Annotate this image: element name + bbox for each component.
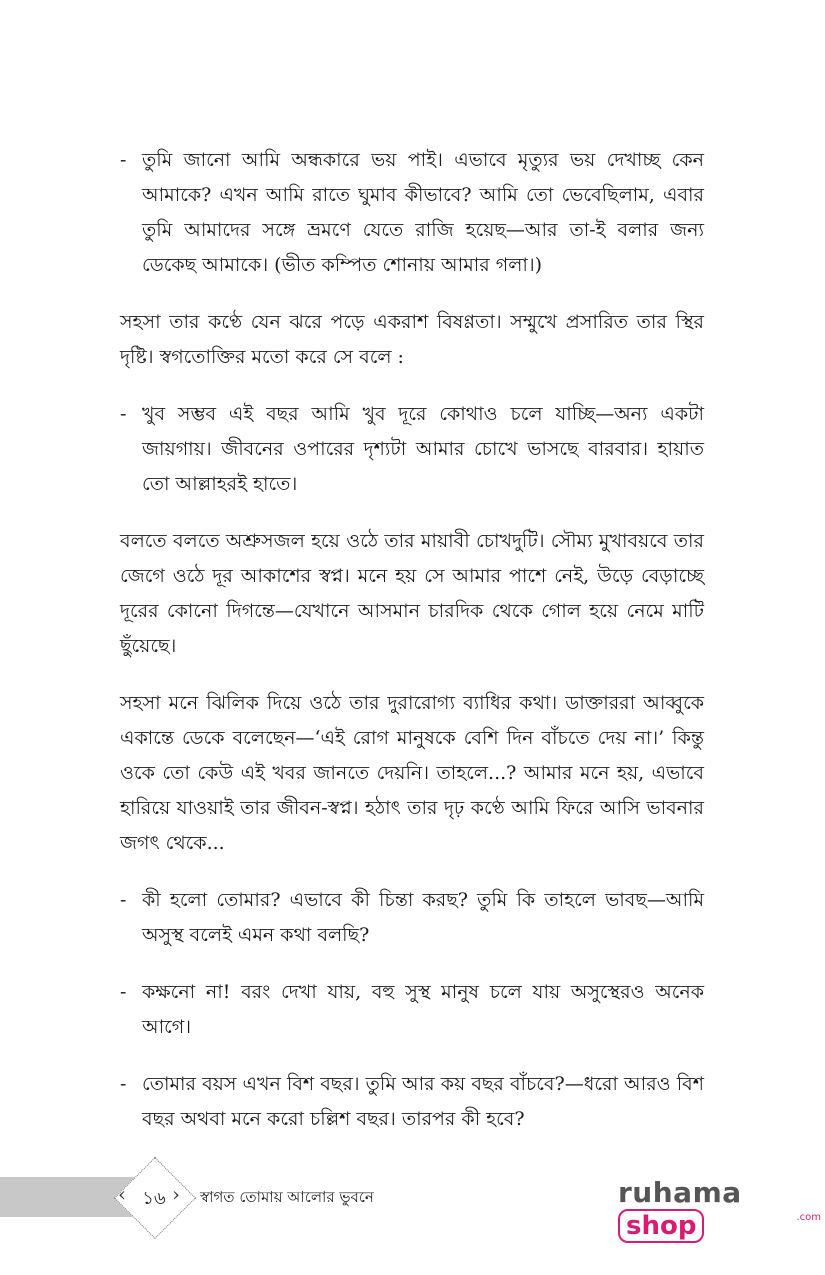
dialog-text: তুমি জানো আমি অন্ধকারে ভয় পাই। এভাবে মৃত্যুর ভয় দেখাচ্ছ কেন আমাকে? এখন আমি রাতে ঘুমাব কীভাবে? আমি তো ভেবেছিলাম, এবার তুমি আমাদের সঙ্গে ভ্রমণে যেতে রাজি হয়েছ—আর তা-ই বলার জন্য ডেকেছ আমাকে। (ভীত কম্পিত শোনায় আমার গলা।) [142, 149, 704, 276]
chevron-right-icon: › [172, 1182, 180, 1206]
page-number: ১৬ [142, 1188, 166, 1209]
brand-domain: .com [796, 1212, 821, 1223]
dialog-line-5 [120, 1067, 704, 1137]
brand-name: ruhama [618, 1176, 742, 1209]
dialog-text: খুব সম্ভব এই বছর আমি খুব দূরে কোথাও চলে যাচ্ছি—অন্য একটা জায়গায়। জীবনের ওপারের দৃশ্যটা আমার চোখে ভাসছে বারবার। হায়াত তো আল্লাহরই হাতে। [142, 403, 704, 495]
dialog-dash: - [120, 1073, 127, 1095]
running-book-title: স্বাগত তোমায় আলোর ভুবনে [200, 1188, 374, 1206]
dialog-dash: - [120, 403, 127, 425]
dialog-dash: - [120, 889, 127, 911]
dialog-dash: - [120, 981, 127, 1003]
chevron-left-icon: ‹ [118, 1182, 126, 1206]
dialog-dash: - [120, 149, 127, 171]
narrative-paragraph-1: সহসা তার কণ্ঠে যেন ঝরে পড়ে একরাশ বিষণ্ণতা। সম্মুখে প্রসারিত তার স্থির দৃষ্টি। স্বগতোক্তির মতো করে সে বলে : [120, 311, 704, 368]
dialog-line-2 [120, 397, 704, 502]
dialog-text: কক্ষনো না! বরং দেখা যায়, বহু সুস্থ মানুষ চলে যায় অসুস্থেরও অনেক আগে। [142, 981, 704, 1038]
ruhamashop-logo [618, 1176, 825, 1241]
brand-shop-badge: shop [618, 1209, 704, 1243]
narrative-paragraph-2: বলতে বলতে অশ্রুসজল হয়ে ওঠে তার মায়াবী চোখদুটি। সৌম্য মুখাবয়বে তার জেগে ওঠে দূর আকাশের স্বপ্ন। মনে হয় সে আমার পাশে নেই, উড়ে বেড়াচ্ছে দূরের কোনো দিগন্তে—যেখানে আসমান চারদিক থেকে গোল হয়ে নেমে মাটি ছুঁয়েছে। [120, 530, 704, 657]
dialog-line-4 [120, 975, 704, 1045]
dialog-text: কী হলো তোমার? এভাবে কী চিন্তা করছ? তুমি কি তাহলে ভাবছ—আমি অসুস্থ বলেই এমন কথা বলছি? [142, 889, 704, 946]
narrative-paragraph-3: সহসা মনে ঝিলিক দিয়ে ওঠে তার দুরারোগ্য ব্যাধির কথা। ডাক্তাররা আব্বুকে একান্তে ডেকে বলেছেন—‘এই রোগ মানুষকে বেশি দিন বাঁচতে দেয় না।’ কিন্তু ওকে তো কেউ এই খবর জানতে দেয়নি। তাহলে...? আমার মনে হয়, এভাবে হারিয়ে যাওয়াই তার জীবন-স্বপ্ন। হঠাৎ তার দৃঢ় কণ্ঠে আমি ফিরে আসি ভাবনার জগৎ থেকে... [120, 692, 704, 854]
page-body [120, 143, 704, 1159]
dialog-line-1 [120, 143, 704, 283]
dialog-line-3 [120, 883, 704, 953]
dialog-text: তোমার বয়স এখন বিশ বছর। তুমি আর কয় বছর বাঁচবে?—ধরো আরও বিশ বছর অথবা মনে করো চল্লিশ বছর। তারপর কী হবে? [142, 1073, 704, 1130]
